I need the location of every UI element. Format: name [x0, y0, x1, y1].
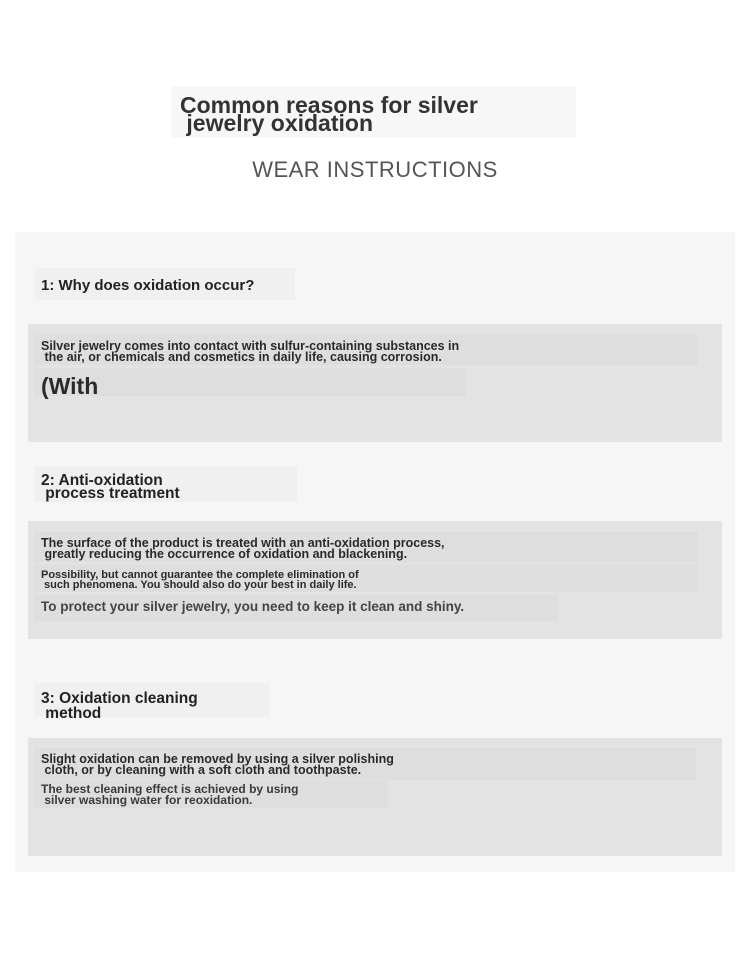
- section-1-heading: 1: Why does oxidation occur?: [41, 277, 255, 294]
- section-1-paragraph-2: (With: [41, 373, 99, 399]
- page-title: Common reasons for silver jewelry oxidation: [180, 92, 478, 136]
- section-3-paragraph-1: Slight oxidation can be removed by using a silver polishing cloth, or by cleaning with a soft cloth and toothpaste.: [41, 752, 394, 777]
- section-2-paragraph-2: Possibility, but cannot guarantee the complete elimination of such phenomena. You should also do your best in daily life.: [41, 569, 359, 591]
- page-subtitle: WEAR INSTRUCTIONS: [252, 157, 498, 182]
- section-1-text-strip-2: [34, 368, 466, 396]
- section-2-heading: 2: Anti-oxidation process treatment: [41, 472, 180, 502]
- section-2-paragraph-3: To protect your silver jewelry, you need to keep it clean and shiny.: [41, 599, 465, 614]
- section-3-heading: 3: Oxidation cleaning method: [41, 690, 198, 722]
- section-1-paragraph-1: Silver jewelry comes into contact with sulfur-containing substances in the air, or chemicals and cosmetics in daily life, causing corrosion.: [41, 339, 460, 364]
- section-2-paragraph-1: The surface of the product is treated with an anti-oxidation process, greatly reducing the occurrence of oxidation and blackening.: [41, 536, 445, 561]
- section-3-paragraph-2: The best cleaning effect is achieved by using silver washing water for reoxidation.: [41, 782, 299, 807]
